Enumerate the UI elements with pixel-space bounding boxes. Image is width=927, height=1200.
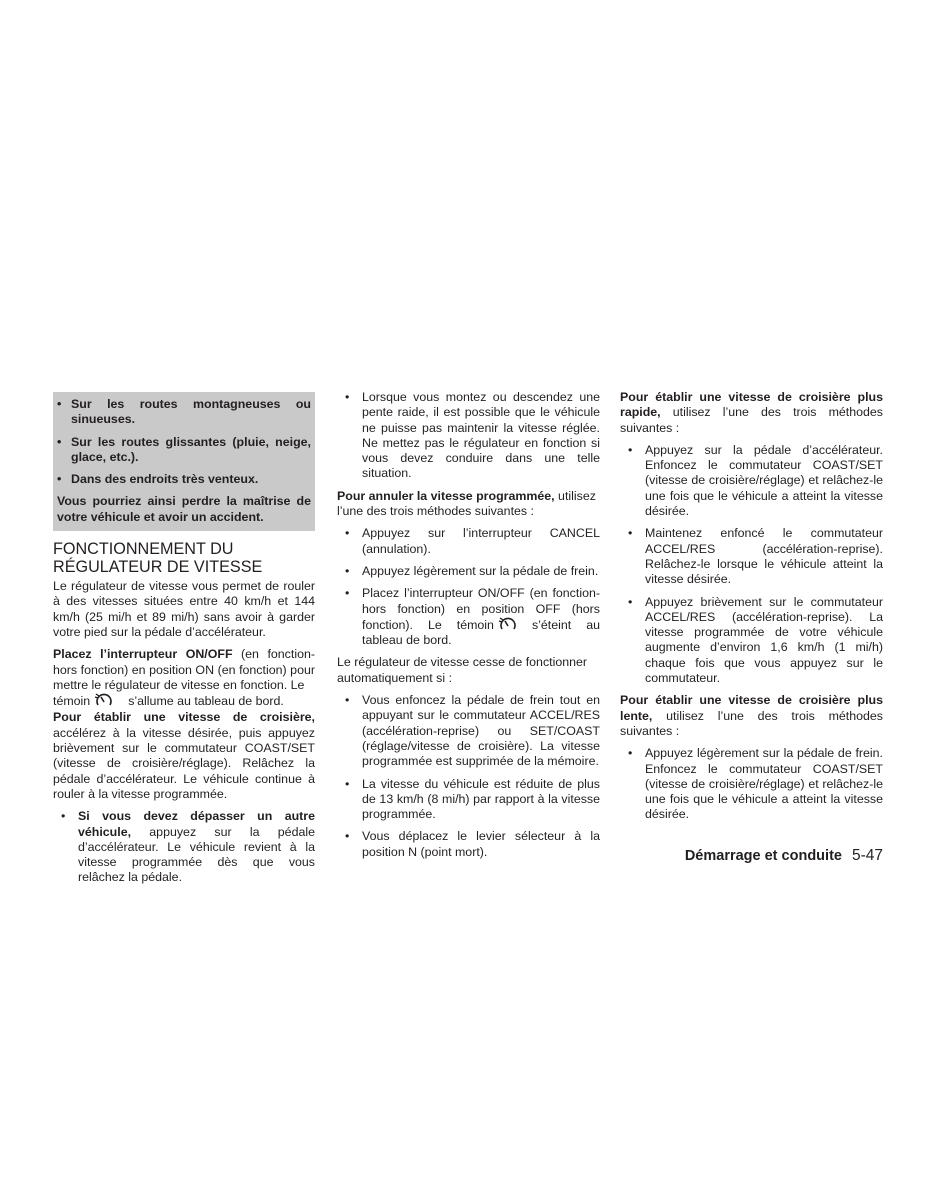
list-item: • Lorsque vous montez ou descendez une pente raide, il est possible que le véhicule ne puisse pas maintenir la vitesse réglée. Ne mettez pas le régulateur en fonction si vous devez conduire dans une telle situation. <box>345 390 600 481</box>
onoff-paragraph: Placez l’interrupteur ON/OFF (en fonction-hors fonction) en position ON (en fonction) pour mettre le régulateur de vitesse en fonction. Le témoin s’allume au tableau de bord. <box>53 647 315 709</box>
bullet-icon: • <box>345 776 350 791</box>
list-item: • Si vous devez dépasser un autre véhicule, appuyez sur la pédale d’accélérateur. Le véhicule revient à la vitesse programmée dès que vous relâchez la pédale. <box>61 809 315 885</box>
warning-item: • Dans des endroits très venteux. <box>57 472 259 487</box>
list-item: • La vitesse du véhicule est réduite de plus de 13 km/h (8 mi/h) par rapport à la vitesse programmée. <box>345 776 600 822</box>
bullet-icon: • <box>628 526 633 541</box>
list-item: • Appuyez brièvement sur le commutateur ACCEL/RES (accélération-reprise). La vitesse programmée de votre véhicule augmente d’environ 1,6 km/h (1 mi/h) chaque fois que vous appuyez sur le commutateur. <box>628 594 883 686</box>
list-item: • Placez l’interrupteur ON/OFF (en fonction-hors fonction) en position OFF (hors fonction). Le témoin s’éteint au tableau de bord. <box>345 586 600 648</box>
cruise-control-icon <box>94 693 114 708</box>
list-item: • Appuyez légèrement sur la pédale de frein. <box>345 563 599 578</box>
bullet-icon: • <box>628 442 633 457</box>
bullet-icon: • <box>345 390 350 404</box>
bullet-icon: • <box>57 472 62 487</box>
page-footer <box>685 848 883 864</box>
footer-section-title: Démarrage et conduite <box>684 848 842 864</box>
establish-paragraph: Pour établir une vitesse de croisière, accélérez à la vitesse désirée, puis appuyez brièvement sur le commutateur COAST/SET (vitesse de croisière/réglage). Relâchez la pédale d’accélérateur. Le véhicule continue à rouler à la vitesse programmée. <box>53 710 315 801</box>
cancel-paragraph: Pour annuler la vitesse programmée, utilisez l’une des trois méthodes suivantes : <box>337 488 596 519</box>
page-number: 5-47 <box>851 847 883 864</box>
faster-paragraph: Pour établir une vitesse de croisière plus rapide, utilisez l’une des trois méthodes suivantes : <box>620 390 883 435</box>
list-item: • Appuyez sur la pédale d’accélérateur. Enfoncez le commutateur COAST/SET (vitesse de croisière/réglage) et relâchez-le une fois que le véhicule a atteint la vitesse désirée. <box>628 442 883 519</box>
bullet-icon: • <box>345 526 350 541</box>
column-middle <box>337 390 600 860</box>
list-item: • Appuyez sur l’interrupteur CANCEL (annulation). <box>345 526 600 556</box>
bullet-icon: • <box>345 829 350 844</box>
list-item: • Vous déplacez le levier sélecteur à la position N (point mort). <box>345 829 600 859</box>
auto-paragraph: Le régulateur de vitesse cesse de fonctionner automatiquement si : <box>337 655 588 685</box>
bullet-icon: • <box>628 746 633 761</box>
bullet-icon: • <box>345 563 350 578</box>
bullet-icon: • <box>57 434 62 449</box>
intro-paragraph: Le régulateur de vitesse vous permet de rouler à des vitesses situées entre 40 km/h et 144 km/h (25 mi/h et 89 mi/h) sans avoir à garder votre pied sur la pédale d’accélérateur. <box>53 579 315 639</box>
column-left <box>53 392 315 886</box>
warning-item: • Sur les routes montagneuses ou sinueuses. <box>57 397 311 427</box>
column-right <box>620 390 883 823</box>
slower-paragraph: Pour établir une vitesse de croisière plus lente, utilisez l’une des trois méthodes suivantes : <box>620 693 883 738</box>
section-title: FONCTIONNEMENT DU RÉGULATEUR DE VITESSE <box>53 540 263 577</box>
warning-item: • Sur les routes glissantes (pluie, neige, glace, etc.). <box>57 434 311 464</box>
bullet-icon: • <box>628 594 633 609</box>
warning-box <box>53 392 315 531</box>
warning-closing: Vous pourriez ainsi perdre la maîtrise de votre véhicule et avoir un accident. <box>57 494 311 524</box>
bullet-icon: • <box>57 397 62 411</box>
list-item: • Vous enfoncez la pédale de frein tout en appuyant sur le commutateur ACCEL/RES (accélération-reprise) ou SET/COAST (réglage/vitesse de croisière). La vitesse programmée est supprimée de la mémoire. <box>345 693 600 769</box>
bullet-icon: • <box>345 586 350 601</box>
bullet-icon: • <box>61 809 66 824</box>
bullet-icon: • <box>345 693 350 708</box>
list-item: • Appuyez légèrement sur la pédale de frein. Enfoncez le commutateur COAST/SET (vitesse de croisière/réglage) et relâchez-le une fois que le véhicule a atteint la vitesse désirée. <box>628 746 883 822</box>
cruise-control-icon <box>498 617 518 632</box>
list-item: • Maintenez enfoncé le commutateur ACCEL/RES (accélération-reprise). Relâchez-le lorsque le véhicule atteint la vitesse désirée. <box>628 526 883 587</box>
